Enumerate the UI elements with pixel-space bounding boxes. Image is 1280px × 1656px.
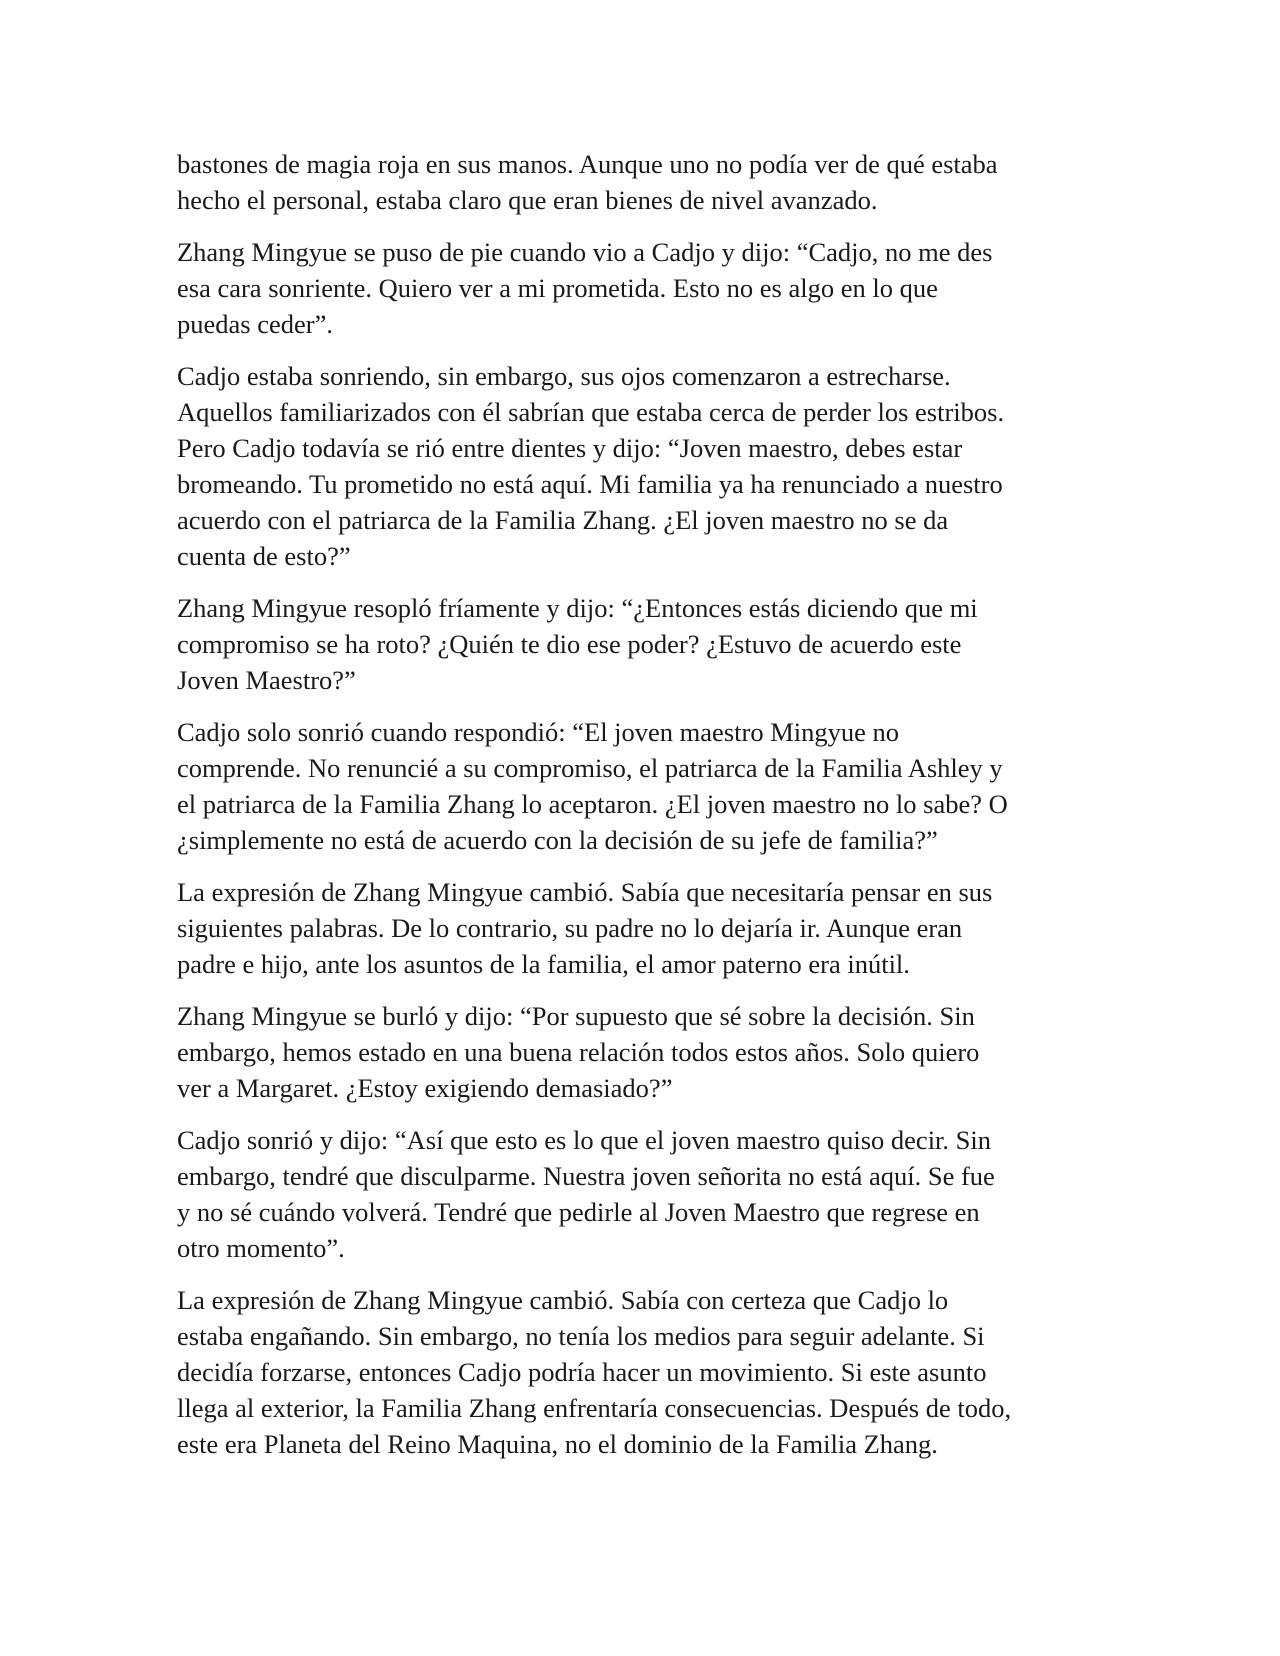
paragraph: Zhang Mingyue se burló y dijo: “Por supuesto que sé sobre la decisión. Sin embargo, hemos estado en una buena relación todos estos años. Solo quiero ver a Margaret. ¿Estoy exigiendo demasiado?” (177, 1001, 980, 1103)
paragraph: Cadjo solo sonrió cuando respondió: “El joven maestro Mingyue no comprende. No renuncié a su compromiso, el patriarca de la Familia Ashley y el patriarca de la Familia Zhang lo aceptaron. ¿El joven maestro no lo sabe? O ¿simplemente no está de acuerdo con la decisión de su jefe de familia?” (177, 717, 1008, 855)
paragraph: Cadjo estaba sonriendo, sin embargo, sus ojos comenzaron a estrecharse. Aquellos familiarizados con él sabrían que estaba cerca de perder los estribos. Pero Cadjo todavía se rió entre dientes y dijo: “Joven maestro, debes estar bromeando. Tu prometido no está aquí. Mi familia ya ha renunciado a nuestro acuerdo con el patriarca de la Familia Zhang. ¿El joven maestro no se da cuenta de esto?” (177, 361, 1005, 571)
paragraph: Zhang Mingyue resopló fríamente y dijo: “¿Entonces estás diciendo que mi compromiso se ha roto? ¿Quién te dio ese poder? ¿Estuvo de acuerdo este Joven Maestro?” (177, 593, 978, 695)
paragraph: bastones de magia roja en sus manos. Aunque uno no podía ver de qué estaba hecho el personal, estaba claro que eran bienes de nivel avanzado. (177, 149, 998, 215)
paragraph: Cadjo sonrió y dijo: “Así que esto es lo que el joven maestro quiso decir. Sin embargo, tendré que disculparme. Nuestra joven señorita no está aquí. Se fue y no sé cuándo volverá. Tendré que pedirle al Joven Maestro que regrese en otro momento”. (177, 1125, 995, 1263)
paragraph: La expresión de Zhang Mingyue cambió. Sabía con certeza que Cadjo lo estaba engañando. Sin embargo, no tenía los medios para seguir adelante. Si decidía forzarse, entonces Cadjo podría hacer un movimiento. Si este asunto llega al exterior, la Familia Zhang enfrentaría consecuencias. Después de todo, este era Planeta del Reino Maquina, no el dominio de la Familia Zhang. (177, 1285, 1012, 1459)
document-page (177, 146, 1107, 1478)
paragraph: Zhang Mingyue se puso de pie cuando vio a Cadjo y dijo: “Cadjo, no me des esa cara sonriente. Quiero ver a mi prometida. Esto no es algo en lo que puedas ceder”. (177, 237, 993, 339)
paragraph: La expresión de Zhang Mingyue cambió. Sabía que necesitaría pensar en sus siguientes palabras. De lo contrario, su padre no lo dejaría ir. Aunque eran padre e hijo, ante los asuntos de la familia, el amor paterno era inútil. (177, 877, 993, 979)
